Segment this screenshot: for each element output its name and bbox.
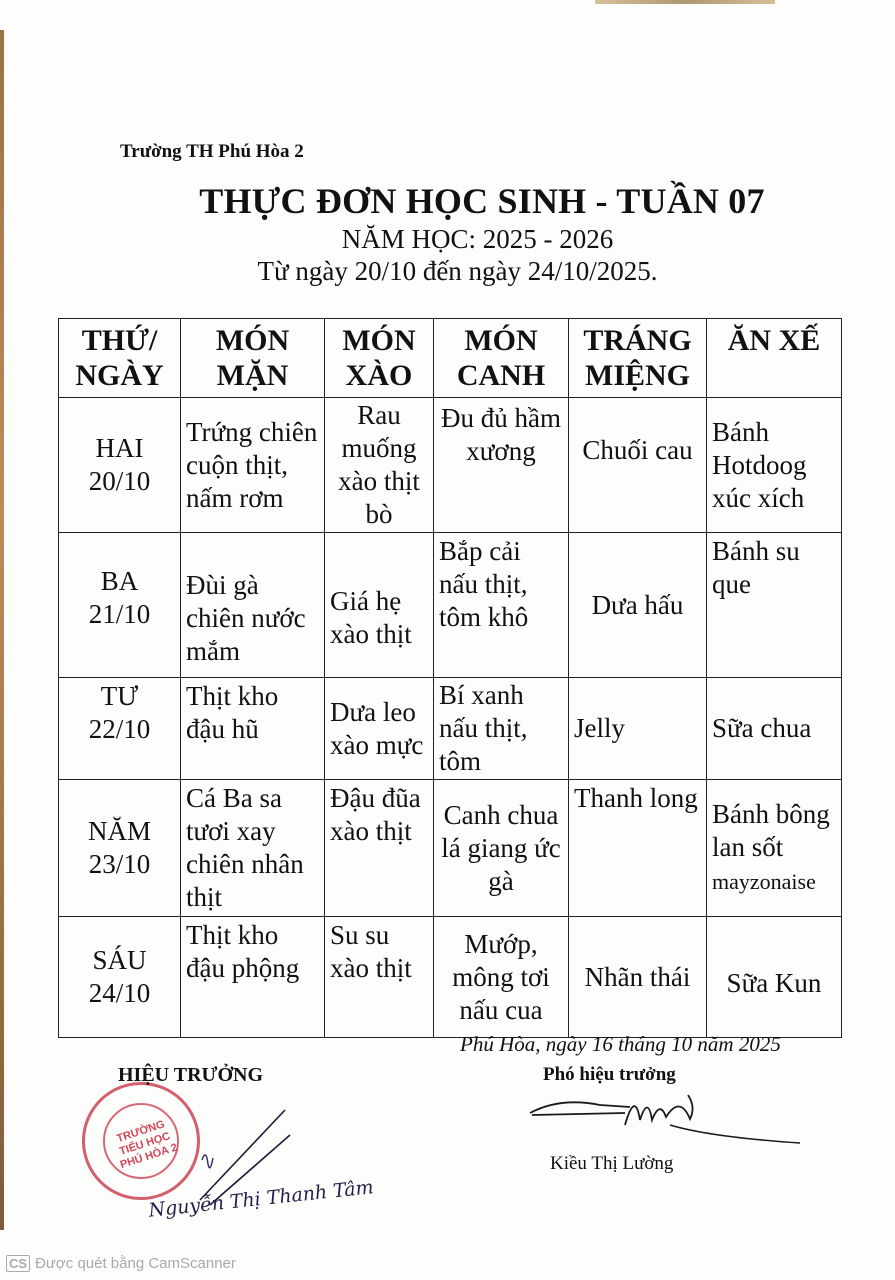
table-row (59, 917, 842, 1038)
principal-title: HIỆU TRƯỞNG (118, 1064, 264, 1086)
mon-xao-cell: Giá hẹ xào thịt (325, 533, 434, 678)
mon-man-cell: Đùi gà chiên nước mắm (181, 533, 325, 678)
mon-man-cell: Trứng chiên cuộn thịt, nấm rơm (181, 398, 325, 533)
mon-canh-cell: Mướp, mông tơi nấu cua (434, 917, 569, 1038)
day-cell: BA 21/10 (59, 533, 181, 678)
mon-xao-cell: Rau muống xào thịt bò (325, 398, 434, 533)
day-cell: TƯ 22/10 (59, 678, 181, 780)
mon-canh-cell: Canh chua lá giang ức gà (434, 780, 569, 917)
col-header-mon-xao: MÓN XÀO (325, 319, 434, 398)
table-row (59, 398, 842, 533)
mon-xao-cell: Su su xào thịt (325, 917, 434, 1038)
an-xe-cell: Sữa chua (707, 678, 842, 780)
mon-xao-cell: Đậu đũa xào thịt (325, 780, 434, 917)
principal-name: Nguyễn Thị Thanh Tâm (147, 1176, 375, 1222)
table-header-row (59, 319, 842, 398)
an-xe-extra: mayzonaise (712, 869, 816, 894)
mon-xao-cell: Dưa leo xào mực (325, 678, 434, 780)
document-title: THỰC ĐƠN HỌC SINH - TUẦN 07 (199, 181, 765, 221)
mon-man-cell: Thịt kho đậu hũ (181, 678, 325, 780)
trang-mieng-cell: Thanh long (569, 780, 707, 917)
stamp-text: TRƯỜNG TIỂU HỌC PHÚ HÒA 2 (115, 1118, 180, 1172)
table-row (59, 780, 842, 917)
trang-mieng-cell: Nhãn thái (569, 917, 707, 1038)
menu-table (58, 318, 842, 1038)
col-header-an-xe: ĂN XẾ (707, 319, 842, 398)
mon-man-cell: Thịt kho đậu phộng (181, 917, 325, 1038)
an-xe-cell: Bánh su que (707, 533, 842, 678)
scan-edge-top (595, 0, 775, 4)
an-xe-cell: Bánh bông lan sốt mayzonaise (707, 780, 842, 917)
mon-canh-cell: Bắp cải nấu thịt, tôm khô (434, 533, 569, 678)
table-row (59, 533, 842, 678)
col-header-mon-man: MÓN MẶN (181, 319, 325, 398)
place-date: Phú Hòa, ngày 16 tháng 10 năm 2025 (460, 1032, 781, 1056)
school-year: NĂM HỌC: 2025 - 2026 (341, 224, 614, 254)
vice-principal-name: Kiều Thị Lường (550, 1153, 674, 1174)
col-header-trang-mieng: TRÁNG MIỆNG (569, 319, 707, 398)
trang-mieng-cell: Chuối cau (569, 398, 707, 533)
col-header-mon-canh: MÓN CANH (434, 319, 569, 398)
mon-man-cell: Cá Ba sa tươi xay chiên nhân thịt (181, 780, 325, 917)
day-cell: SÁU 24/10 (59, 917, 181, 1038)
school-name: Trường TH Phú Hòa 2 (120, 141, 304, 162)
camscanner-watermark (6, 1255, 236, 1272)
date-range: Từ ngày 20/10 đến ngày 24/10/2025. (257, 256, 658, 286)
vice-principal-title: Phó hiệu trưởng (543, 1064, 676, 1085)
mon-canh-cell: Đu đủ hầm xương (434, 398, 569, 533)
trang-mieng-cell: Dưa hấu (569, 533, 707, 678)
trang-mieng-cell: Jelly (569, 678, 707, 780)
camscanner-logo-icon: CS (6, 1255, 30, 1272)
col-header-day: THỨ/ NGÀY (59, 319, 181, 398)
day-cell: NĂM 23/10 (59, 780, 181, 917)
mon-canh-cell: Bí xanh nấu thịt, tôm (434, 678, 569, 780)
an-xe-cell: Sữa Kun (707, 917, 842, 1038)
stamp-inner-ring (103, 1103, 179, 1179)
table-row (59, 678, 842, 780)
an-xe-cell: Bánh Hotdoog xúc xích (707, 398, 842, 533)
school-stamp (82, 1082, 200, 1200)
watermark-text: Được quét bằng CamScanner (35, 1255, 236, 1272)
day-cell: HAI 20/10 (59, 398, 181, 533)
